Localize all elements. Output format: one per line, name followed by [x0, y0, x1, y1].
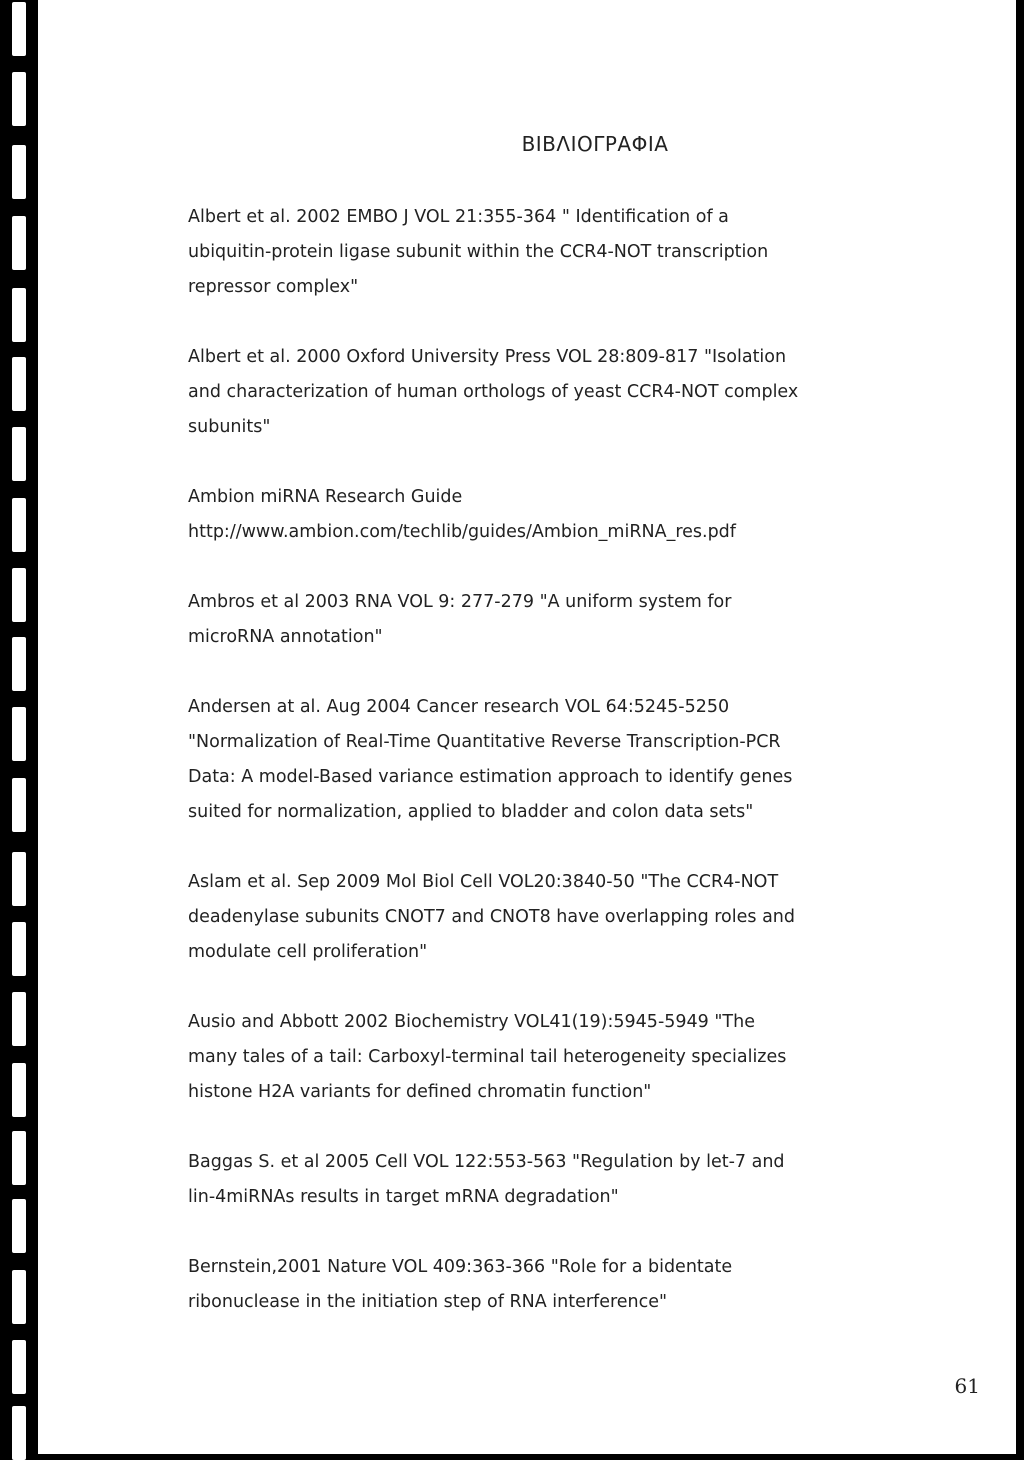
reference-line: histone H2A variants for defined chromatin function" — [188, 1082, 652, 1102]
reference-line: modulate cell proliferation" — [188, 942, 428, 962]
binding-hole — [12, 992, 26, 1046]
binding-strip — [0, 0, 38, 1454]
binding-hole — [12, 72, 26, 126]
reference-line: many tales of a tail: Carboxyl-terminal tail heterogeneity specializes — [188, 1047, 787, 1067]
binding-hole — [12, 2, 26, 56]
binding-hole — [12, 922, 26, 976]
reference-line: Data: A model-Based variance estimation approach to identify genes — [188, 767, 793, 787]
reference-item — [188, 865, 878, 970]
reference-line: microRNA annotation" — [188, 627, 383, 647]
page-title: ΒΙΒΛΙΟΓΡΑΦΙΑ — [521, 132, 669, 156]
binding-hole — [12, 778, 26, 832]
reference-line: "Normalization of Real-Time Quantitative Reverse Transcription-PCR — [188, 732, 781, 752]
binding-hole — [12, 1270, 26, 1324]
page-number: 61 — [954, 1374, 980, 1398]
reference-item — [188, 1250, 878, 1320]
reference-line: ubiquitin-protein ligase subunit within the CCR4-NOT transcription — [188, 242, 769, 262]
binding-hole — [12, 357, 26, 411]
binding-hole — [12, 568, 26, 622]
reference-url: http://www.ambion.com/techlib/guides/Ambion_miRNA_res.pdf — [188, 522, 736, 542]
reference-line: lin-4miRNAs results in target mRNA degradation" — [188, 1187, 619, 1207]
reference-line: Albert et al. 2000 Oxford University Press VOL 28:809-817 "Isolation — [188, 347, 787, 367]
reference-line: Ambros et al 2003 RNA VOL 9: 277-279 "A uniform system for — [188, 592, 732, 612]
binding-hole — [12, 216, 26, 270]
reference-item — [188, 1145, 878, 1215]
binding-hole — [12, 427, 26, 481]
reference-line: Aslam et al. Sep 2009 Mol Biol Cell VOL20:3840-50 "The CCR4-NOT — [188, 872, 779, 892]
binding-hole — [12, 852, 26, 906]
reference-line: Andersen at al. Aug 2004 Cancer research VOL 64:5245-5250 — [188, 697, 730, 717]
binding-hole — [12, 1063, 26, 1117]
page-edge — [1016, 0, 1024, 1454]
reference-item — [188, 480, 878, 550]
binding-hole — [12, 637, 26, 691]
reference-line: Baggas S. et al 2005 Cell VOL 122:553-563 "Regulation by let-7 and — [188, 1152, 785, 1172]
reference-item — [188, 1005, 878, 1110]
document-page — [38, 0, 1016, 1454]
binding-hole — [12, 1406, 26, 1460]
binding-hole — [12, 145, 26, 199]
reference-line: Ausio and Abbott 2002 Biochemistry VOL41(19):5945-5949 "The — [188, 1012, 755, 1032]
binding-hole — [12, 1199, 26, 1253]
binding-hole — [12, 288, 26, 342]
reference-line: deadenylase subunits CNOT7 and CNOT8 have overlapping roles and — [188, 907, 795, 927]
binding-hole — [12, 1131, 26, 1185]
reference-item — [188, 690, 878, 830]
reference-item — [188, 200, 878, 305]
binding-hole — [12, 707, 26, 761]
reference-list — [188, 200, 878, 1355]
reference-item — [188, 585, 878, 655]
reference-line: repressor complex" — [188, 277, 359, 297]
reference-line: subunits" — [188, 417, 271, 437]
reference-line: Ambion miRNA Research Guide — [188, 487, 463, 507]
reference-line: and characterization of human orthologs of yeast CCR4-NOT complex — [188, 382, 799, 402]
reference-item — [188, 340, 878, 445]
reference-line: Bernstein,2001 Nature VOL 409:363-366 "Role for a bidentate — [188, 1257, 733, 1277]
reference-line: suited for normalization, applied to bladder and colon data sets" — [188, 802, 754, 822]
reference-line: Albert et al. 2002 EMBO J VOL 21:355-364 " Identification of a — [188, 207, 729, 227]
binding-hole — [12, 498, 26, 552]
reference-line: ribonuclease in the initiation step of RNA interference" — [188, 1292, 668, 1312]
binding-hole — [12, 1340, 26, 1394]
